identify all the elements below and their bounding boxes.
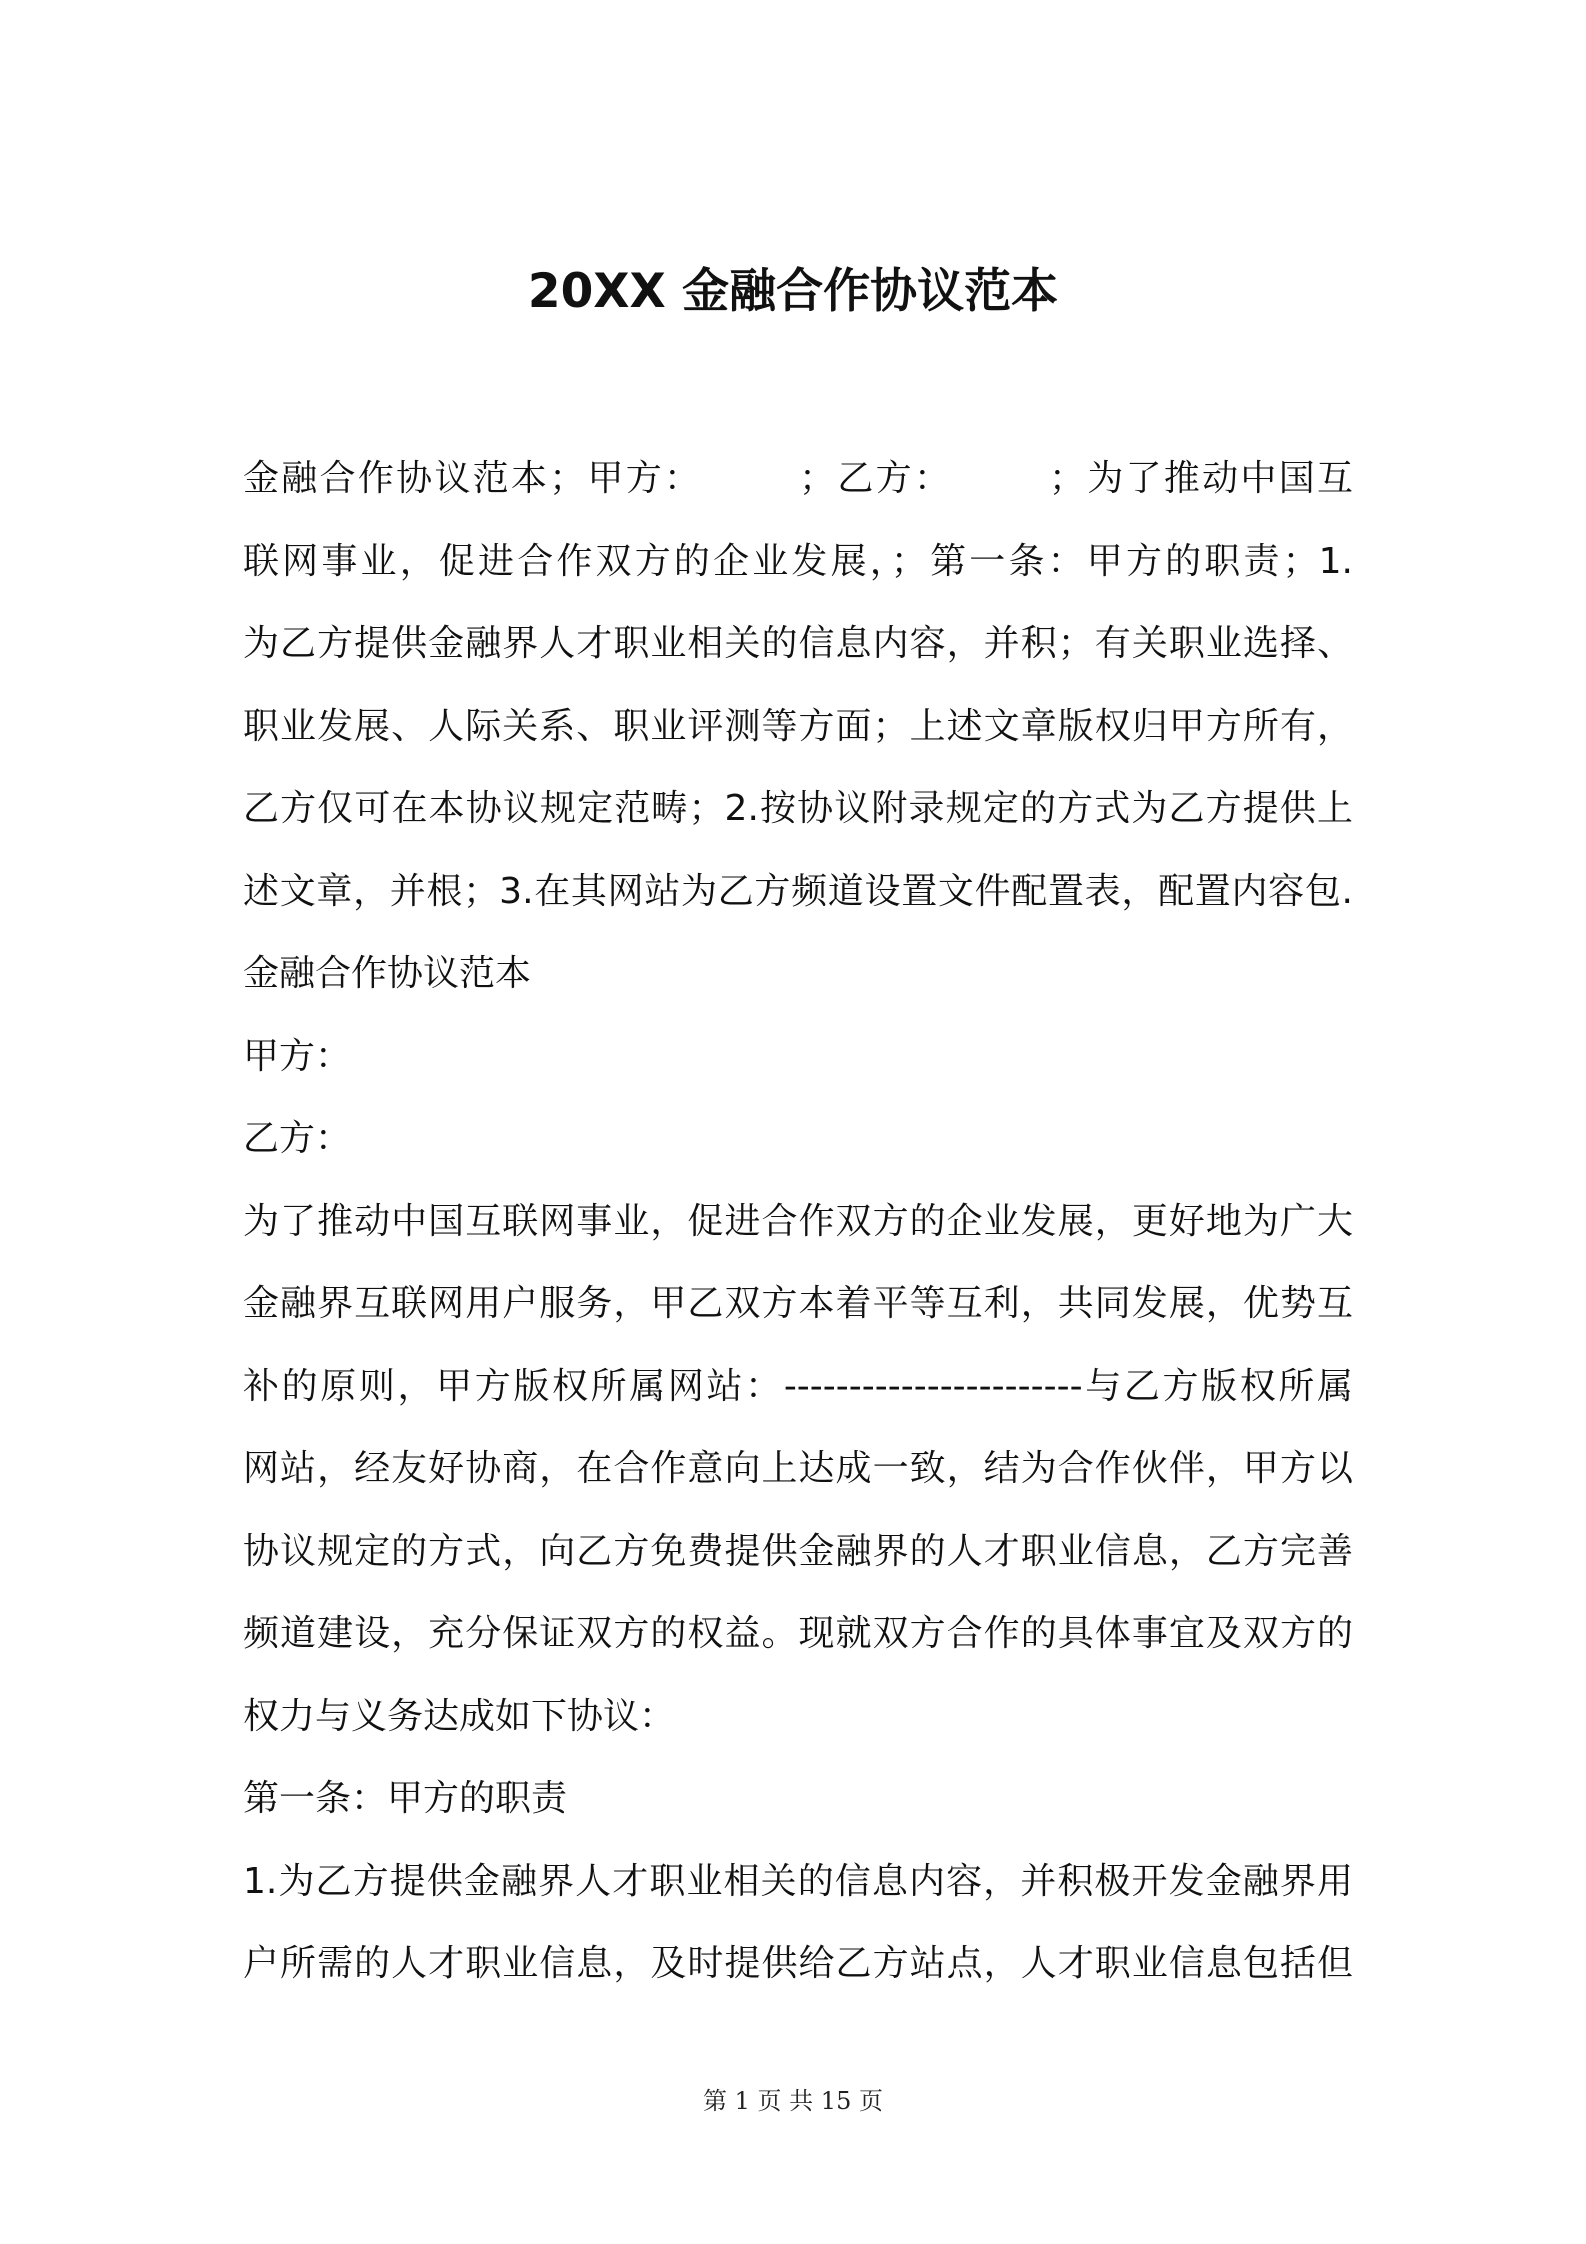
document-title: 20XX 金融合作协议范本 [527,264,1059,319]
body-line: 述文章，并根；3.在其网站为乙方频道设置文件配置表，配置内容包. [243,870,1353,912]
party-b-label: 乙方： [243,1118,352,1159]
body-line: 为乙方提供金融界人才职业相关的信息内容，并积；有关职业选择、 [243,623,1353,664]
page-number-footer: 第 1 页 共 15 页 [703,2087,883,2115]
body-line: 补的原则，甲方版权所属网站：-----------------------与乙方版权所属 [243,1365,1353,1407]
section-heading: 金融合作协议范本 [243,953,532,994]
body-line: 频道建设，充分保证双方的权益。现就双方合作的具体事宜及双方的 [243,1613,1353,1654]
body-line: 职业发展、人际关系、职业评测等方面；上述文章版权归甲方所有， [243,705,1353,747]
body-line: 协议规定的方式，向乙方免费提供金融界的人才职业信息，乙方完善 [243,1530,1353,1572]
body-line: 金融合作协议范本；甲方： ；乙方： ；为了推动中国互 [243,458,1353,499]
body-line: 联网事业，促进合作双方的企业发展，；第一条：甲方的职责；1. [243,540,1353,582]
body-line: 权力与义务达成如下协议： [243,1695,676,1737]
article-heading: 第一条：甲方的职责 [243,1778,568,1819]
body-line: 乙方仅可在本协议规定范畴；2.按协议附录规定的方式为乙方提供上 [243,788,1353,829]
body-line: 网站，经友好协商，在合作意向上达成一致，结为合作伙伴，甲方以 [243,1448,1353,1489]
body-line: 1.为乙方提供金融界人才职业相关的信息内容，并积极开发金融界用 [243,1860,1353,1902]
body-line: 为了推动中国互联网事业，促进合作双方的企业发展，更好地为广大 [243,1200,1353,1242]
body-line: 户所需的人才职业信息，及时提供给乙方站点，人才职业信息包括但 [243,1943,1353,1984]
document-body [243,438,1353,2006]
body-line: 金融界互联网用户服务，甲乙双方本着平等互利，共同发展，优势互 [243,1283,1353,1324]
party-a-label: 甲方： [243,1035,352,1077]
